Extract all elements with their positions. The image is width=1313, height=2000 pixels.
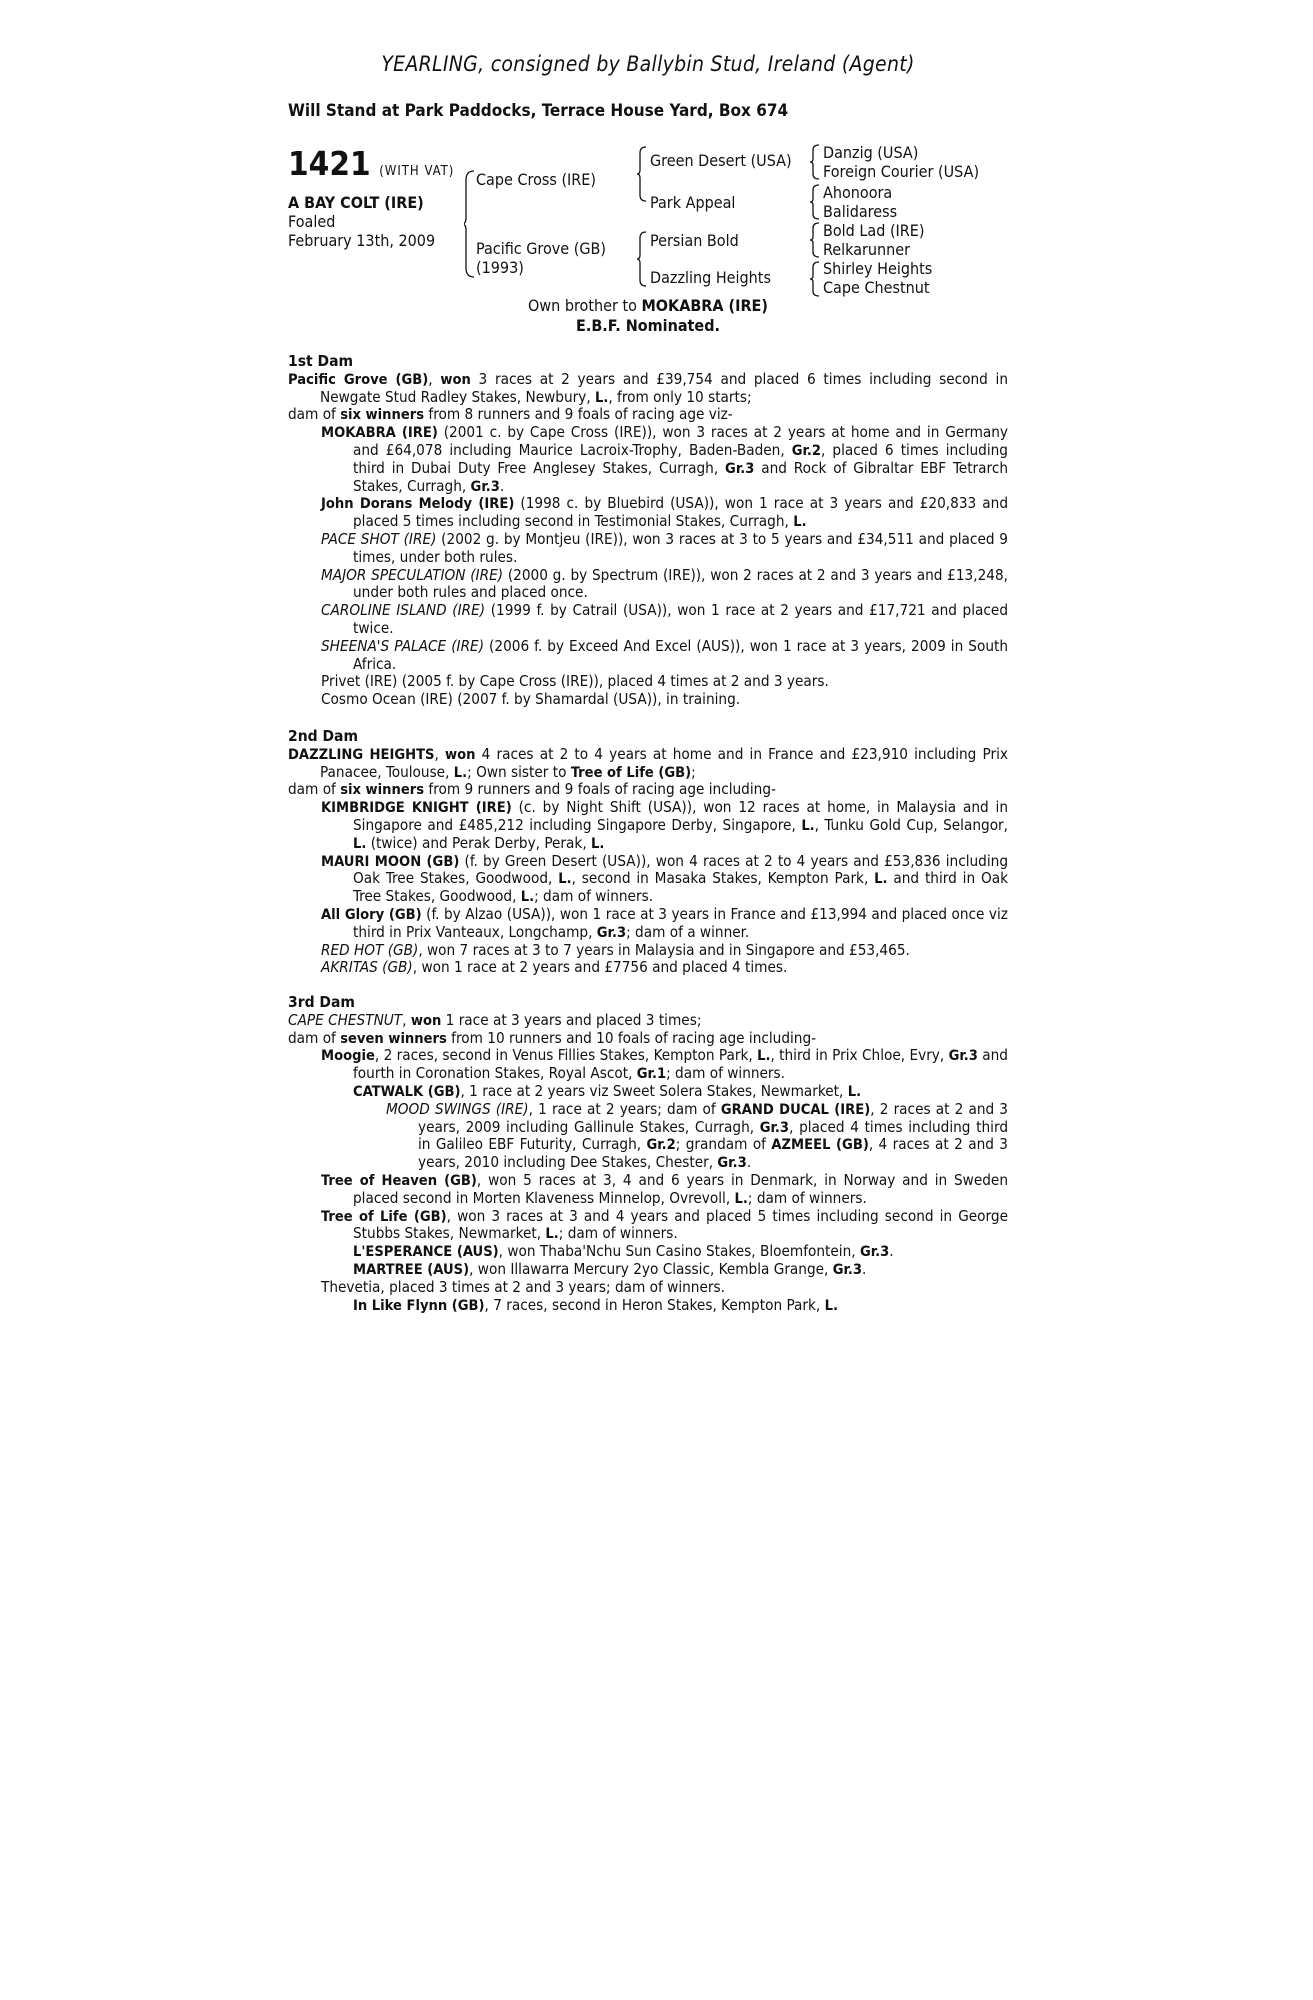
pedigree-brace-g2 (810, 184, 820, 220)
pedigree-sire-dam: Park Appeal (650, 193, 736, 212)
lot-number: 1421 (288, 144, 371, 183)
dam-entry: CAPE CHESTNUT, won 1 race at 3 years and placed 3 times; (288, 1010, 702, 1029)
own-brother-text: Own brother to (528, 296, 642, 315)
pedigree-g1: Danzig (USA) (823, 143, 919, 162)
progeny-entry: Tree of Life (GB), won 3 races at 3 and 4 years and placed 5 times including second in George Stubbs Stakes, Newmarket, L.; dam of winners. (321, 1206, 1008, 1243)
vat-label: (WITH VAT) (379, 164, 455, 179)
pedigree-brace-main (464, 170, 476, 278)
pedigree-sire: Cape Cross (IRE) (476, 170, 597, 189)
pedigree-g7: Shirley Heights (823, 259, 933, 278)
dam-entry: Pacific Grove (GB), won 3 races at 2 years and £39,754 and placed 6 times including second in Newgate Stud Radley Stakes, Newbury, L., from only 10 starts; (288, 369, 1008, 406)
progeny-entry: KIMBRIDGE KNIGHT (IRE) (c. by Night Shift (USA)), won 12 races at home, in Malaysia and in Singapore and £485,212 including Singapore Derby, Singapore, L., Tunku Gold Cup, Selangor, L. (twice) and Perak Derby, Perak, L. (321, 798, 1009, 852)
pedigree-brace-g1 (810, 144, 820, 180)
pedigree-g5: Bold Lad (IRE) (823, 221, 925, 240)
progeny-entry: PACE SHOT (IRE) (2002 g. by Montjeu (IRE)), won 3 races at 3 to 5 years and £34,511 and placed 9 times, under both rules. (321, 529, 1008, 566)
progeny-entry: CATWALK (GB), 1 race at 2 years viz Sweet Solera Stakes, Newmarket, L. (353, 1081, 862, 1100)
pedigree-brace-g4 (810, 261, 820, 297)
page-title: YEARLING, consigned by Ballybin Stud, Ireland (Agent) (381, 52, 915, 76)
foaled-label: Foaled (288, 212, 336, 231)
section-heading: 3rd Dam (288, 993, 355, 1011)
progeny-entry: MARTREE (AUS), won Illawarra Mercury 2yo Classic, Kembla Grange, Gr.3. (353, 1259, 867, 1278)
pedigree-g8: Cape Chestnut (823, 278, 930, 297)
foaled-info (288, 212, 435, 250)
progeny-entry: Moogie, 2 races, second in Venus Fillies Stakes, Kempton Park, L., third in Prix Chloe, Evry, Gr.3 and fourth in Coronation Stakes, Royal Ascot, Gr.1; dam of winners. (321, 1046, 1008, 1083)
pedigree-brace-g3 (810, 222, 820, 258)
own-brother-note (288, 296, 1008, 315)
pedigree-dam: Pacific Grove (GB) (476, 239, 606, 258)
dam-of-line: dam of six winners from 8 runners and 9 foals of racing age viz- (288, 405, 733, 424)
pedigree-sire-sire: Green Desert (USA) (650, 151, 792, 170)
pedigree-brace-dam (637, 231, 647, 287)
pedigree-g6: Relkarunner (823, 240, 911, 259)
progeny-entry: All Glory (GB) (f. by Alzao (USA)), won 1 race at 3 years in France and £13,994 and placed once viz third in Prix Vanteaux, Longchamp, Gr.3; dam of a winner. (321, 904, 1008, 941)
progeny-entry: Thevetia, placed 3 times at 2 and 3 years; dam of winners. (321, 1277, 725, 1296)
progeny-entry: Tree of Heaven (GB), won 5 races at 3, 4 and 6 years in Denmark, in Norway and in Sweden placed second in Morten Klaveness Minnelop, Ovrevoll, L.; dam of winners. (321, 1170, 1008, 1207)
progeny-entry: MOKABRA (IRE) (2001 c. by Cape Cross (IRE)), won 3 races at 2 years at home and in Germany and £64,078 including Maurice Lacroix-Trophy, Baden-Baden, Gr.2, placed 6 times including third in Dubai Duty Free Anglesey Stakes, Curragh, Gr.3 and Rock of Gibraltar EBF Tetrarch Stakes, Curragh, Gr.3. (321, 423, 1009, 495)
ebf-label: E.B.F. Nominated. (576, 316, 720, 335)
progeny-entry: In Like Flynn (GB), 7 races, second in Heron Stakes, Kempton Park, L. (353, 1295, 838, 1314)
dam-of-line: dam of six winners from 9 runners and 9 foals of racing age including- (288, 780, 776, 799)
lot-heading (288, 144, 454, 183)
dam-of-line: dam of seven winners from 10 runners and 10 foals of racing age including- (288, 1028, 817, 1047)
progeny-entry: MAURI MOON (GB) (f. by Green Desert (USA)), won 4 races at 2 to 4 years and £53,836 including Oak Tree Stakes, Goodwood, L., second in Masaka Stakes, Kempton Park, L. and third in Oak Tree Stakes, Goodwood, L.; dam of winners. (321, 851, 1008, 906)
ebf-note (288, 316, 1008, 335)
progeny-entry: CAROLINE ISLAND (IRE) (1999 f. by Catrail (USA)), won 1 race at 2 years and £17,721 and placed twice. (321, 601, 1009, 637)
progeny-entry: John Dorans Melody (IRE) (1998 c. by Bluebird (USA)), won 1 race at 3 years and £20,833 and placed 5 times including second in Testimonial Stakes, Curragh, L. (321, 494, 1008, 531)
section-heading: 2nd Dam (288, 727, 358, 745)
dam-entry: DAZZLING HEIGHTS, won 4 races at 2 to 4 years at home and in France and £23,910 including Prix Panacee, Toulouse, L.; Own sister to Tree of Life (GB); (288, 744, 1008, 781)
pedigree-brace-sire (637, 146, 647, 202)
pedigree-dam-year: (1993) (476, 258, 524, 277)
pedigree-g2: Foreign Courier (USA) (823, 162, 980, 181)
first-dam-section (288, 353, 1008, 709)
own-brother-name: MOKABRA (IRE) (641, 296, 768, 315)
pedigree-dam-sire: Persian Bold (650, 231, 739, 250)
second-dam-section (288, 728, 1008, 977)
foaled-date: February 13th, 2009 (288, 231, 436, 250)
progeny-entry: L'ESPERANCE (AUS), won Thaba'Nchu Sun Casino Stakes, Bloemfontein, Gr.3. (353, 1242, 894, 1261)
progeny-entry: AKRITAS (GB), won 1 race at 2 years and £7756 and placed 4 times. (321, 958, 788, 977)
stand-location: Will Stand at Park Paddocks, Terrace House Yard, Box 674 (288, 101, 789, 121)
progeny-entry: MAJOR SPECULATION (IRE) (2000 g. by Spectrum (IRE)), won 2 races at 2 and 3 years and £13,248, under both rules and placed once. (321, 565, 1008, 602)
progeny-entry: MOOD SWINGS (IRE), 1 race at 2 years; dam of GRAND DUCAL (IRE), 2 races at 2 and 3 years, 2009 including Gallinule Stakes, Curragh, Gr.3, placed 4 times including third in Galileo EBF Futurity, Curragh, Gr.2; grandam of AZMEEL (GB), 4 races at 2 and 3 years, 2010 including Dee Stakes, Chester, Gr.3. (386, 1099, 1009, 1172)
pedigree-g3: Ahonoora (823, 183, 893, 202)
progeny-entry: Cosmo Ocean (IRE) (2007 f. by Shamardal (USA)), in training. (321, 690, 741, 709)
progeny-entry: RED HOT (GB), won 7 races at 3 to 7 years in Malaysia and in Singapore and £53,465. (321, 940, 910, 959)
section-heading: 1st Dam (288, 352, 354, 370)
progeny-entry: SHEENA'S PALACE (IRE) (2006 f. by Exceed And Excel (AUS)), won 1 race at 3 years, 2009 in South Africa. (321, 636, 1008, 673)
pedigree-g4: Balidaress (823, 202, 898, 221)
lot-name: A BAY COLT (IRE) (288, 193, 424, 212)
pedigree-dam-dam: Dazzling Heights (650, 268, 771, 287)
third-dam-section (288, 994, 1008, 1314)
progeny-entry: Privet (IRE) (2005 f. by Cape Cross (IRE)), placed 4 times at 2 and 3 years. (321, 672, 829, 691)
